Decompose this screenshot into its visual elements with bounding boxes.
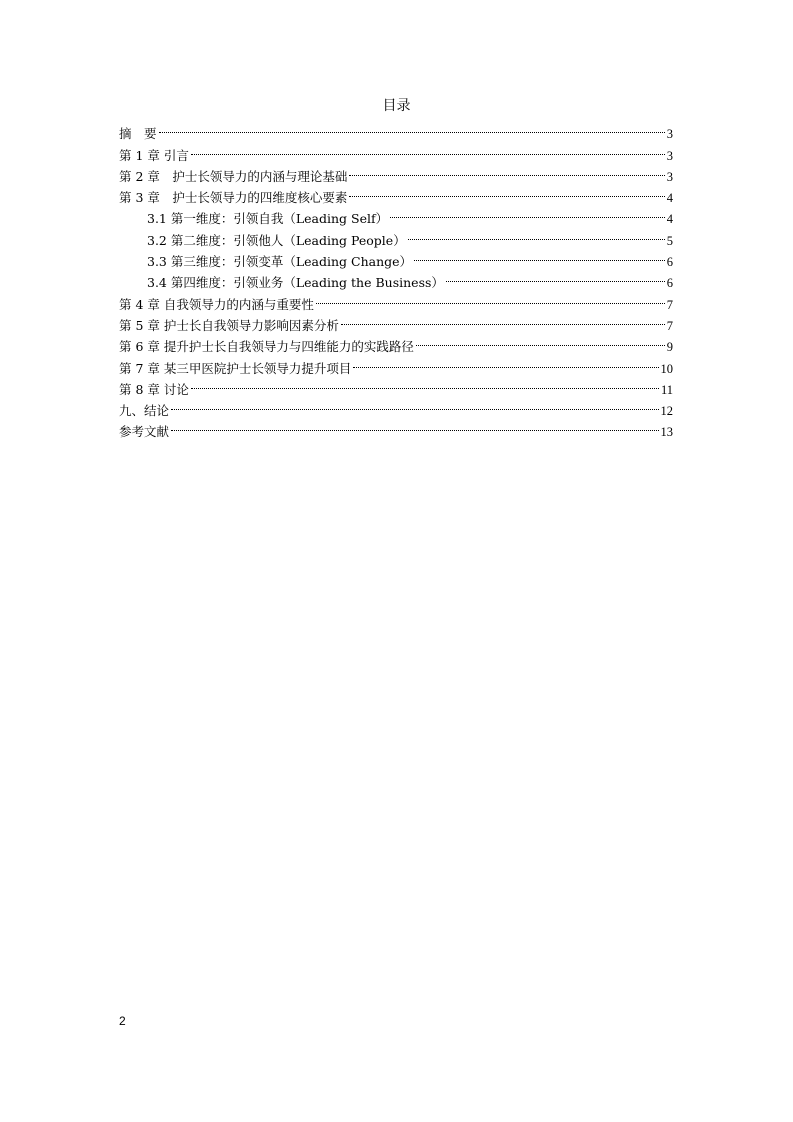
toc-entry-label: 3.3 第三维度：引领变革（Leading Change） — [147, 254, 413, 270]
toc-leader-dots — [408, 223, 665, 244]
toc-entry-page: 9 — [666, 340, 673, 355]
toc-leader-dots — [349, 160, 664, 181]
toc-entry-page: 5 — [666, 233, 673, 248]
toc-entry-label: 第 8 章 讨论 — [119, 381, 189, 397]
toc-entry-label: 3.4 第四维度：引领业务（Leading the Business） — [147, 275, 444, 291]
toc-leader-dots — [191, 138, 665, 159]
toc-leader-dots — [446, 266, 665, 287]
toc-entry-label: 3.1 第一维度：引领自我（Leading Self） — [147, 211, 389, 227]
toc-entry-page: 6 — [666, 255, 673, 270]
toc-leader-dots — [414, 245, 665, 266]
toc-entry-conclusion[interactable] — [119, 394, 673, 419]
toc-entry-chapter-8[interactable] — [119, 373, 673, 397]
toc-entry-abstract[interactable] — [119, 117, 673, 142]
toc-entry-page: 6 — [666, 276, 673, 291]
toc-entry-page: 13 — [660, 425, 673, 440]
toc-entry-page: 4 — [666, 212, 673, 227]
toc-entry-references[interactable] — [119, 415, 673, 440]
page-number: 2 — [119, 1014, 126, 1028]
toc-entry-label: 九、结论 — [119, 403, 170, 419]
toc-leader-dots — [390, 202, 665, 223]
toc-entry-label: 第 3 章 护士长领导力的四维度核心要素 — [119, 190, 348, 206]
toc-leader-dots — [353, 351, 658, 372]
toc-entry-label: 第 1 章 引言 — [119, 147, 189, 163]
toc-entry-label: 参考文献 — [119, 424, 170, 440]
toc-leader-dots — [159, 117, 665, 138]
toc-entry-label: 第 7 章 某三甲医院护士长领导力提升项目 — [119, 360, 352, 376]
toc-entry-label: 摘 要 — [119, 126, 157, 142]
toc-entry-chapter-2[interactable] — [119, 160, 673, 184]
toc-entry-page: 10 — [660, 361, 673, 376]
toc-title: 目录 — [382, 98, 411, 114]
toc-entry-label: 3.2 第二维度：引领他人（Leading People） — [147, 232, 406, 248]
toc-entry-label: 第 2 章 护士长领导力的内涵与理论基础 — [119, 168, 348, 184]
toc-leader-dots — [171, 394, 658, 415]
toc-leader-dots — [349, 181, 664, 202]
toc-entry-label: 第 6 章 提升护士长自我领导力与四维能力的实践路径 — [119, 339, 414, 355]
toc-entry-page: 3 — [666, 127, 673, 142]
table-of-contents — [119, 117, 673, 440]
toc-entry-page: 3 — [666, 169, 673, 184]
toc-entry-chapter-1[interactable] — [119, 138, 673, 163]
toc-leader-dots — [341, 309, 665, 330]
toc-entry-page: 12 — [660, 404, 673, 419]
toc-entry-page: 3 — [666, 148, 673, 163]
toc-entry-label: 第 5 章 护士长自我领导力影响因素分析 — [119, 317, 339, 333]
toc-entry-label: 第 4 章 自我领导力的内涵与重要性 — [119, 296, 314, 312]
toc-entry-page: 4 — [666, 191, 673, 206]
toc-leader-dots — [171, 415, 658, 436]
toc-entry-page: 11 — [660, 382, 673, 397]
toc-leader-dots — [416, 330, 665, 351]
toc-entry-page: 7 — [666, 297, 673, 312]
toc-leader-dots — [191, 373, 659, 394]
toc-leader-dots — [316, 287, 665, 308]
toc-entry-page: 7 — [666, 318, 673, 333]
